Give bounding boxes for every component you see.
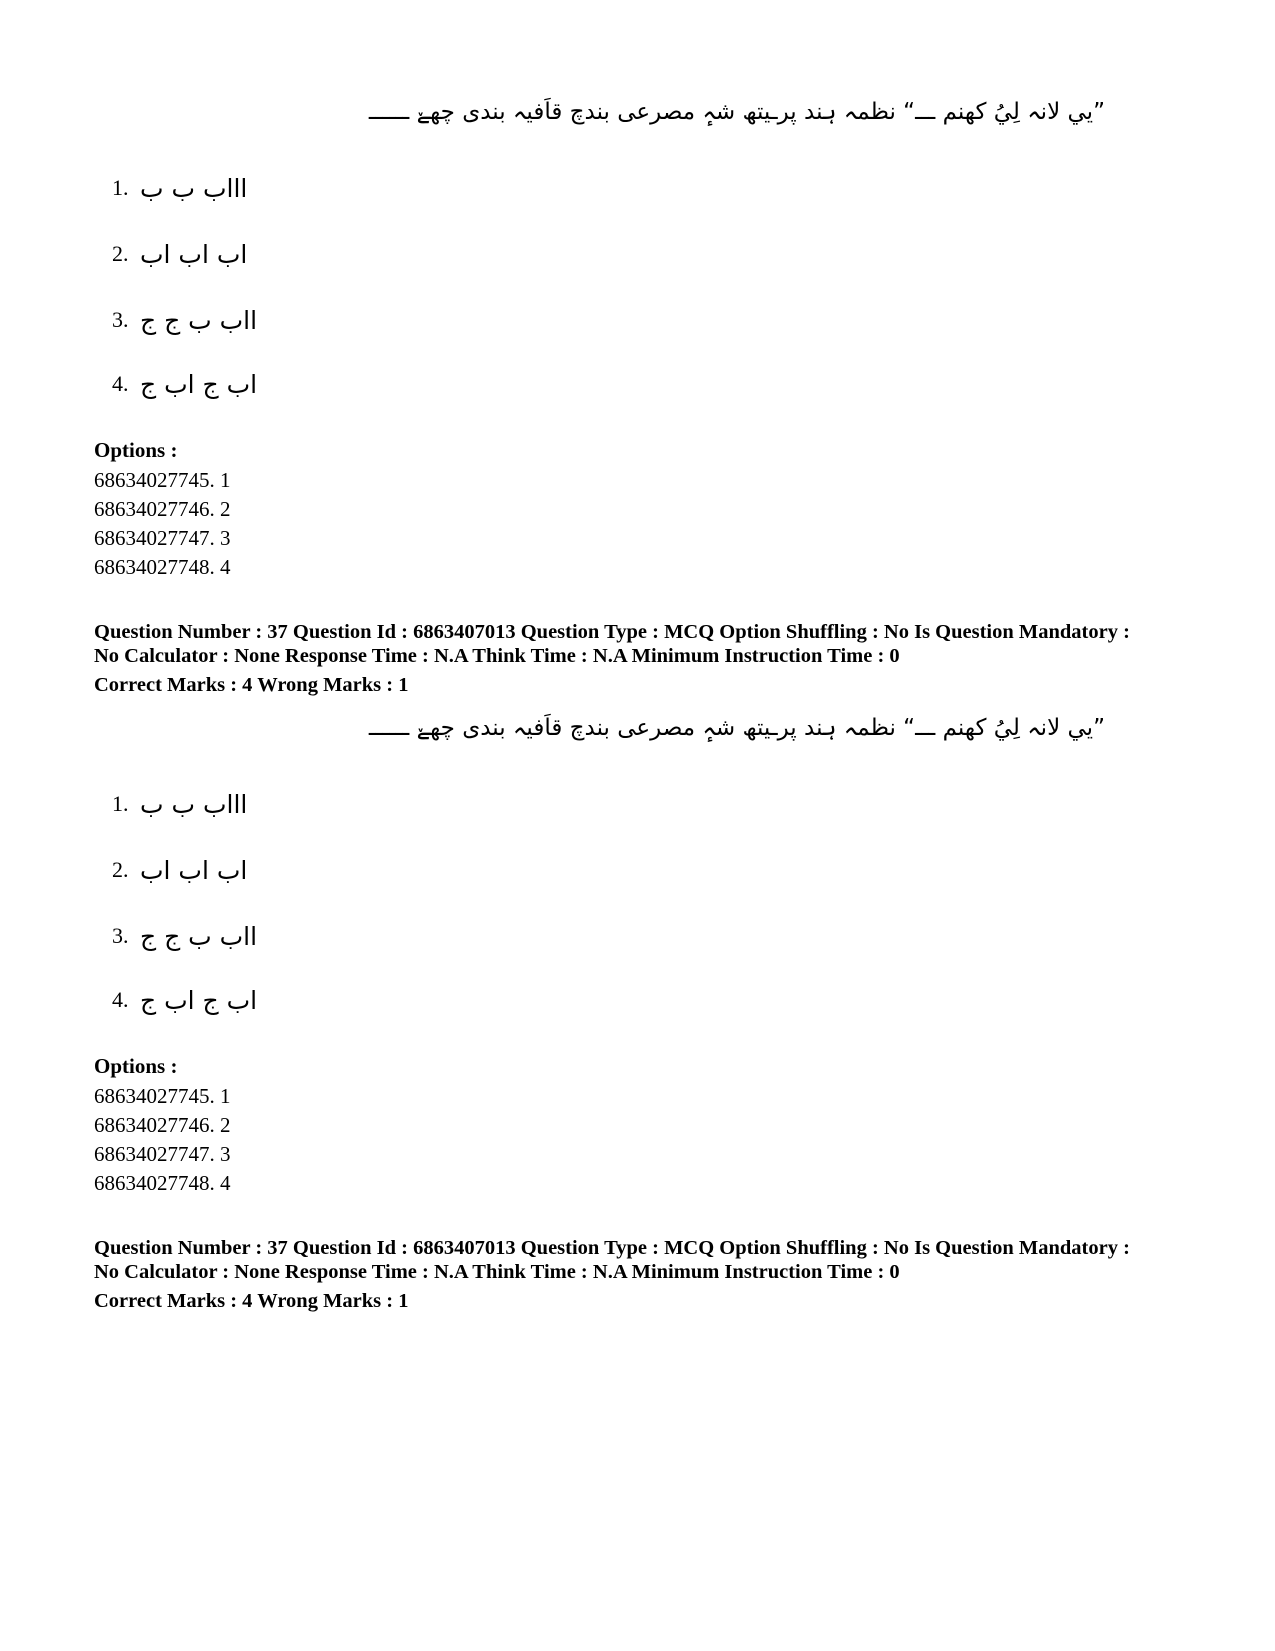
answer-text-urdu: اب ج اب ج	[140, 369, 258, 399]
answer-number: 4.	[112, 987, 129, 1012]
option-id-line: 68634027747. 3	[94, 1142, 231, 1166]
option-id-line: 68634027747. 3	[94, 526, 231, 550]
answer-number: 3.	[112, 923, 129, 948]
question-marks: Correct Marks : 4 Wrong Marks : 1	[94, 1290, 409, 1312]
question-meta-line-2: No Calculator : None Response Time : N.A Think Time : N.A Minimum Instruction Time : 0	[94, 1261, 900, 1283]
answer-option	[112, 300, 257, 340]
answer-number: 2.	[112, 241, 129, 266]
options-label: Options :	[94, 438, 178, 462]
question-meta-line-1: Question Number : 37 Question Id : 6863407013 Question Type : MCQ Option Shuffling : No Is Question Mandatory :	[94, 1237, 1130, 1259]
answer-number: 2.	[112, 857, 129, 882]
question-text-urdu: ”يي لانہ لِيُ کھنم ـــ“ نظمہ ہند پرـيتھ شہٕ مصرعی بندچ قاَفیہ بندی چھےٚ ــــــ	[368, 99, 1105, 125]
answer-option	[112, 916, 257, 956]
answer-option	[112, 168, 247, 208]
answer-text-urdu: ااب ب ج ج	[140, 305, 258, 335]
answer-text-urdu: اب اب اب	[140, 239, 248, 269]
answer-text-urdu: اااب ب ب	[140, 789, 248, 819]
answer-number: 1.	[112, 175, 129, 200]
question-meta-line-2: No Calculator : None Response Time : N.A Think Time : N.A Minimum Instruction Time : 0	[94, 645, 900, 667]
option-id-line: 68634027748. 4	[94, 555, 231, 579]
answer-number: 3.	[112, 307, 129, 332]
option-id-line: 68634027745. 1	[94, 468, 231, 492]
answer-text-urdu: اااب ب ب	[140, 173, 248, 203]
answer-option	[112, 784, 247, 824]
answer-option	[112, 980, 257, 1020]
answer-number: 4.	[112, 371, 129, 396]
option-id-line: 68634027748. 4	[94, 1171, 231, 1195]
question-marks: Correct Marks : 4 Wrong Marks : 1	[94, 674, 409, 696]
options-label: Options :	[94, 1054, 178, 1078]
answer-number: 1.	[112, 791, 129, 816]
question-meta-line-1: Question Number : 37 Question Id : 6863407013 Question Type : MCQ Option Shuffling : No Is Question Mandatory :	[94, 621, 1130, 643]
answer-text-urdu: اب اب اب	[140, 855, 248, 885]
answer-option	[112, 364, 257, 404]
answer-text-urdu: اب ج اب ج	[140, 985, 258, 1015]
question-text-urdu: ”يي لانہ لِيُ کھنم ـــ“ نظمہ ہند پرـيتھ شہٕ مصرعی بندچ قاَفیہ بندی چھےٚ ــــــ	[368, 715, 1105, 741]
answer-option	[112, 850, 247, 890]
option-id-line: 68634027745. 1	[94, 1084, 231, 1108]
option-id-line: 68634027746. 2	[94, 497, 231, 521]
option-id-line: 68634027746. 2	[94, 1113, 231, 1137]
answer-text-urdu: ااب ب ج ج	[140, 921, 258, 951]
answer-option	[112, 234, 247, 274]
